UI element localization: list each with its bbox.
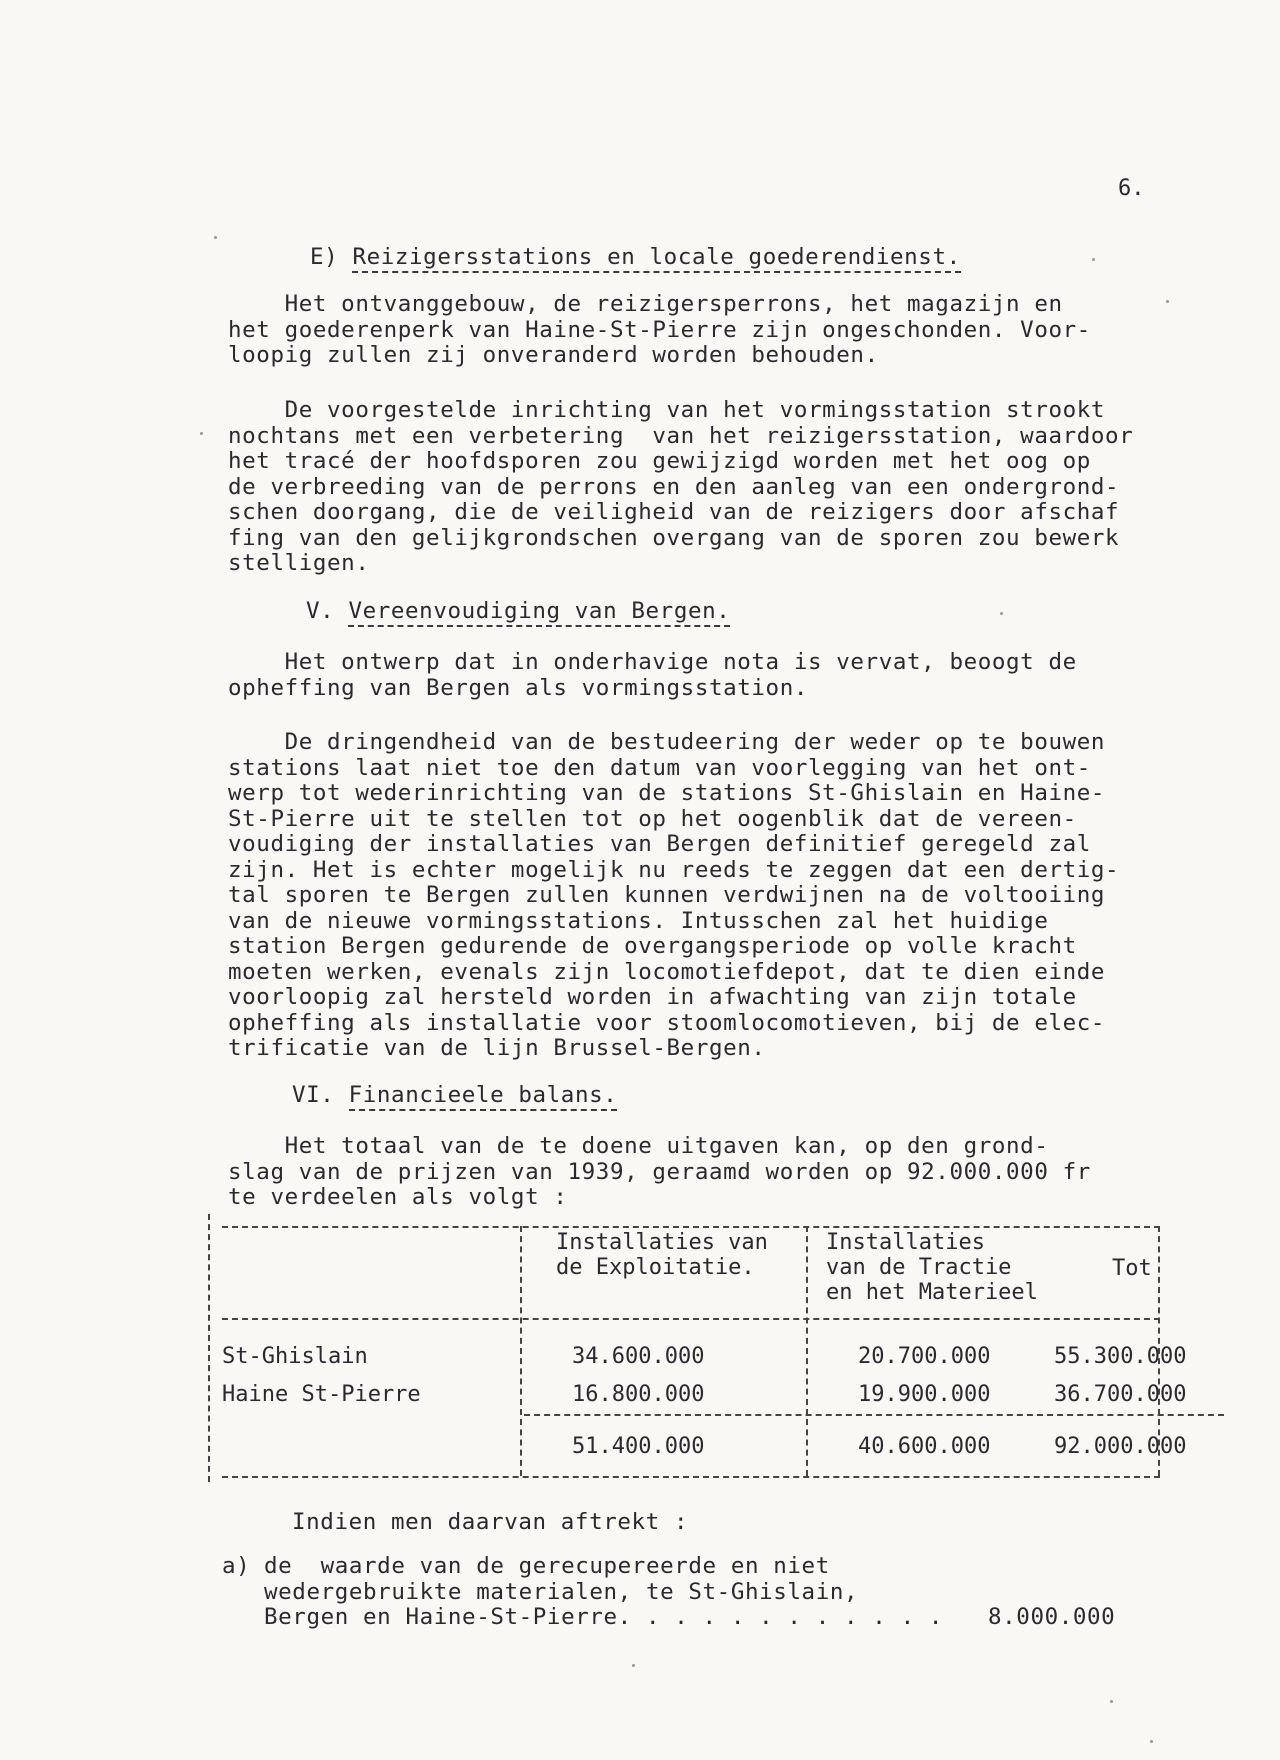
row-st-ghislain-exploitatie: 34.600.000 <box>572 1344 705 1369</box>
table-bottom-rule <box>222 1476 1160 1478</box>
section-e-title: Reizigersstations en locale goederendienst. <box>352 244 960 273</box>
total-exploitatie: 51.400.000 <box>572 1434 705 1459</box>
header-exploitatie: Installaties van de Exploitatie. <box>556 1230 768 1280</box>
section-v-heading <box>306 598 730 624</box>
section-vi-heading <box>292 1082 617 1108</box>
scan-speck <box>1166 300 1169 303</box>
table-left-border <box>208 1214 210 1482</box>
section-e-prefix: E) <box>310 244 339 270</box>
total-tractie: 40.600.000 <box>858 1434 991 1459</box>
header-totaal: Tot <box>1112 1256 1152 1281</box>
scan-speck <box>1110 1700 1113 1703</box>
page-number: 6. <box>1118 176 1145 201</box>
section-e-paragraph-1: Het ontvanggebouw, de reizigersperrons, het magazijn en het goederenperk van Haine-St-Pierre zijn ongeschonden. Voor- loopig zullen zij onveranderd worden behouden. <box>228 291 1091 368</box>
section-v-prefix: V. <box>306 598 335 624</box>
scan-speck <box>200 432 203 435</box>
table-header-rule <box>222 1318 1160 1320</box>
scan-speck <box>1150 1740 1153 1743</box>
table-col-divider-1 <box>520 1226 522 1476</box>
header-tractie: Installaties van de Tractie en het Materieel <box>826 1230 1038 1305</box>
row-label-haine-st-pierre: Haine St-Pierre <box>222 1382 421 1407</box>
row-haine-totaal: 36.700.000 <box>1054 1382 1187 1407</box>
total-totaal: 92.000.000 <box>1054 1434 1187 1459</box>
scan-speck <box>214 236 217 239</box>
section-e-paragraph-2: De voorgestelde inrichting van het vormingsstation strookt nochtans met een verbetering van het reizigersstation, waardoor het tracé der hoofdsporen zou gewijzigd worden met het oog op de verbreeding van de perrons en den aanleg van een ondergrond- schen doorgang, die de veiligheid van de reizigers door afschaf fing van den gelijkgrondschen overgang van de sporen zou bewerk stelligen. <box>228 397 1134 576</box>
row-haine-tractie: 19.900.000 <box>858 1382 991 1407</box>
scan-speck <box>632 1664 635 1667</box>
deduction-item-a-prefix: a) <box>222 1553 251 1579</box>
deduction-intro: Indien men daarvan aftrekt : <box>292 1509 689 1535</box>
section-vi-title: Financieele balans. <box>349 1082 618 1111</box>
row-st-ghislain-totaal: 55.300.000 <box>1054 1344 1187 1369</box>
row-label-st-ghislain: St-Ghislain <box>222 1344 368 1369</box>
table-sum-rule <box>524 1414 1224 1416</box>
row-st-ghislain-tractie: 20.700.000 <box>858 1344 991 1369</box>
section-v-title: Vereenvoudiging van Bergen. <box>348 598 730 627</box>
section-v-paragraph-1: Het ontwerp dat in onderhavige nota is vervat, beoogt de opheffing van Bergen als vormingsstation. <box>228 649 1077 701</box>
table-top-rule <box>222 1226 1160 1228</box>
deduction-item-a-amount: 8.000.000 <box>988 1604 1116 1630</box>
row-haine-exploitatie: 16.800.000 <box>572 1382 705 1407</box>
scan-speck <box>1092 258 1095 261</box>
section-vi-prefix: VI. <box>292 1082 335 1108</box>
table-col-divider-2 <box>806 1226 808 1476</box>
section-e-heading <box>310 244 961 270</box>
deduction-item-a-text: de waarde van de gerecupereerde en niet wedergebruikte materialen, te St-Ghislain, Bergen en Haine-St-Pierre. . . . . . . . . . . . <box>264 1553 944 1630</box>
section-v-paragraph-2: De dringendheid van de bestudeering der weder op te bouwen stations laat niet toe den datum van voorlegging van het ont- werp tot wederinrichting van de stations St-Ghislain en Haine- St-Pierre uit te stellen tot op het oogenblik dat de vereen- voudiging der installaties van Bergen definitief geregeld zal zijn. Het is echter mogelijk nu reeds te zeggen dat een dertig- tal sporen te Bergen zullen kunnen verdwijnen na de voltooiing van de nieuwe vormingsstations. Intusschen zal het huidige station Bergen gedurende de overgangsperiode op volle kracht moeten werken, evenals zijn locomotiefdepot, dat te dien einde voorloopig zal hersteld worden in afwachting van zijn totale opheffing als installatie voor stoomlocomotieven, bij de elec- trificatie van de lijn Brussel-Bergen. <box>228 729 1120 1061</box>
section-vi-intro: Het totaal van de te doene uitgaven kan, op den grond- slag van de prijzen van 1939, geraamd worden op 92.000.000 fr te verdeelen als volgt : <box>228 1133 1091 1210</box>
scan-speck <box>1000 612 1003 615</box>
